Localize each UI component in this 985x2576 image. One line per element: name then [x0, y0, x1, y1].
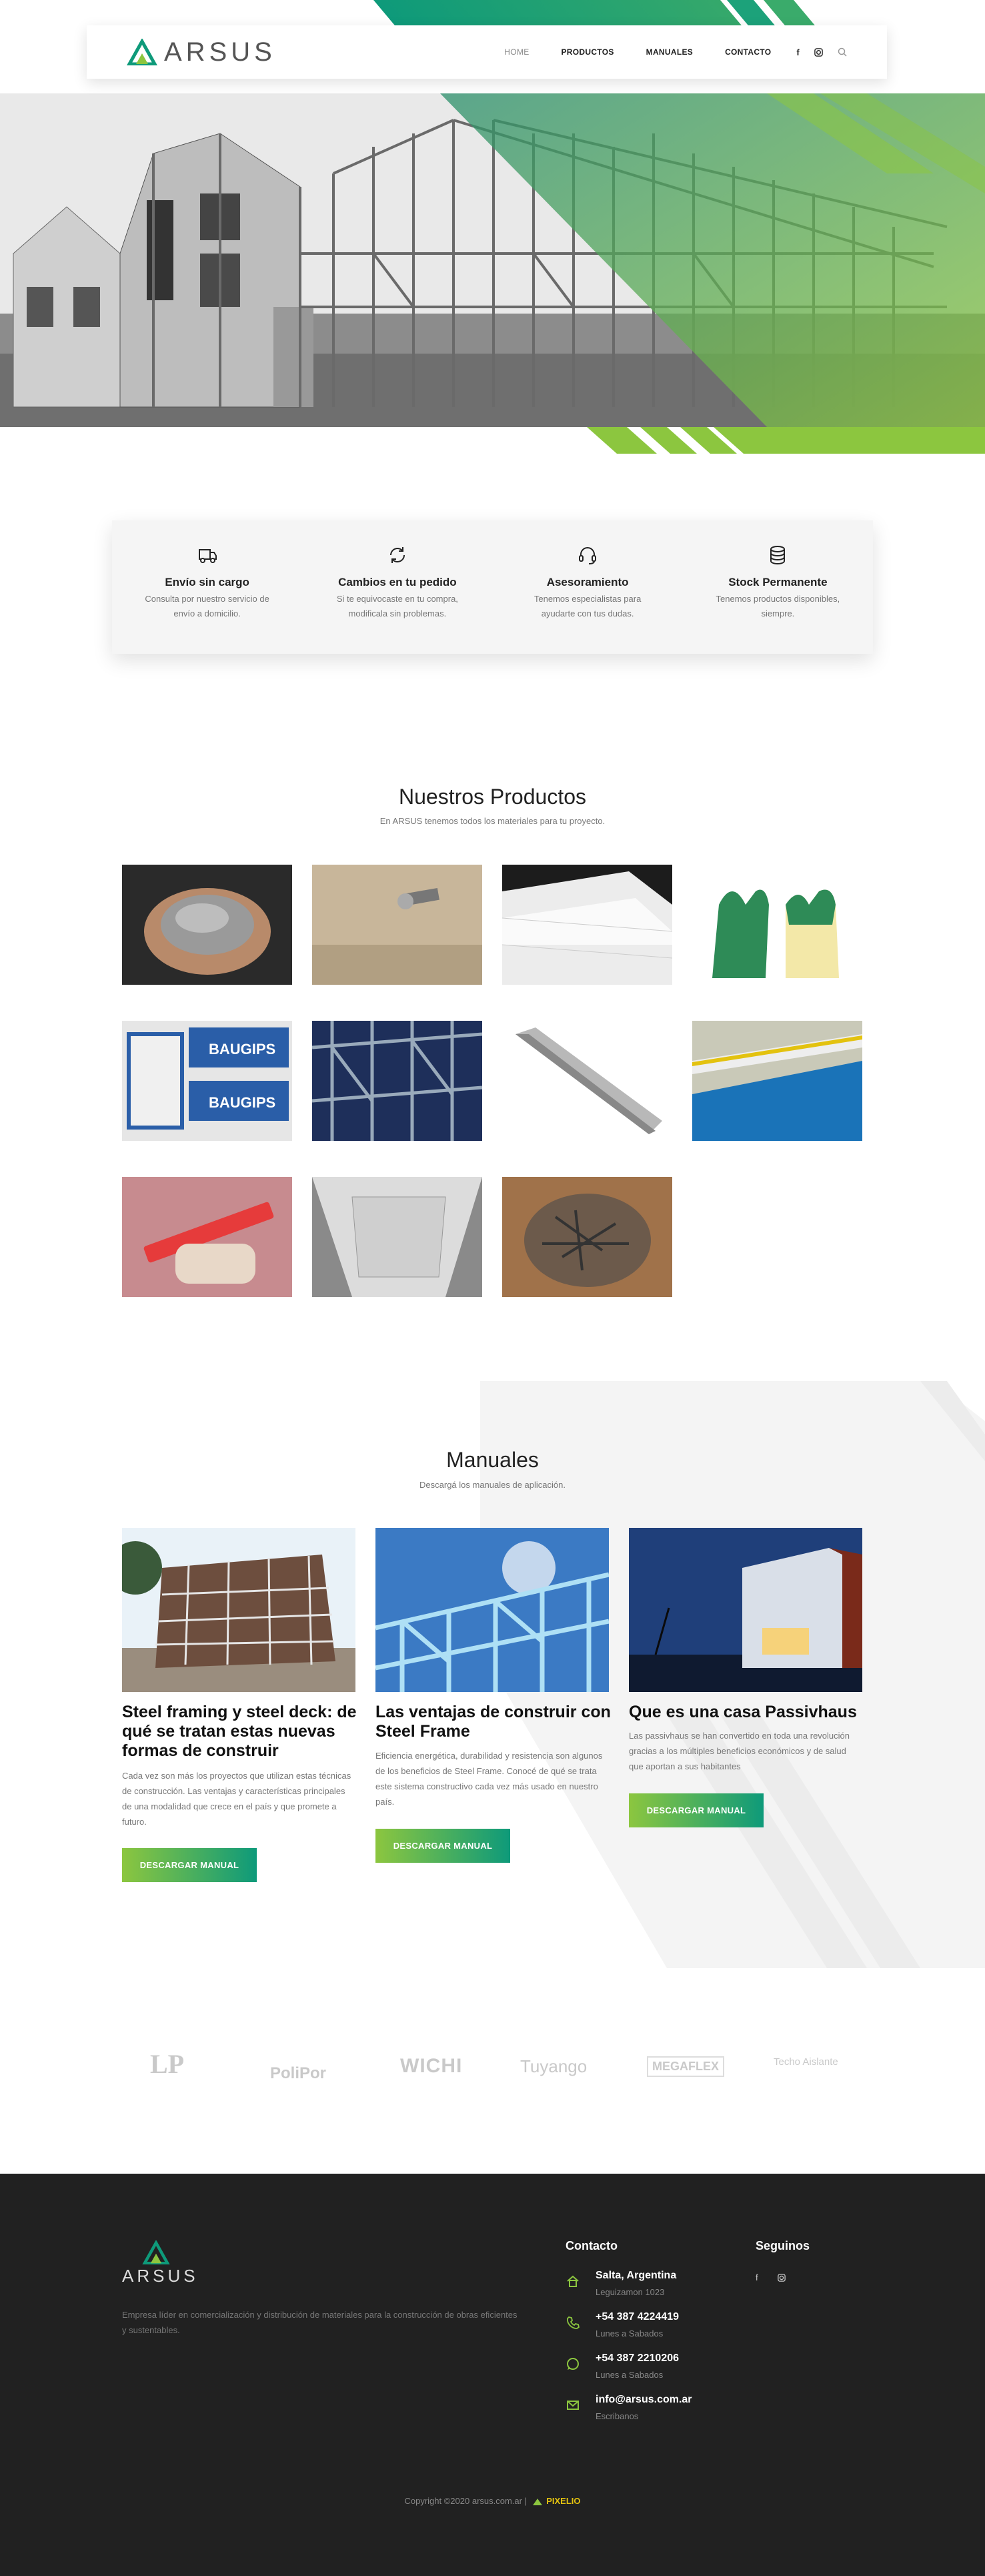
database-icon	[767, 544, 788, 566]
contact-title[interactable]: +54 387 2210206	[596, 2352, 680, 2364]
home-icon	[566, 2274, 580, 2288]
product-tile[interactable]	[312, 1177, 482, 1297]
brand-logo: LP	[150, 2049, 185, 2079]
mail-icon	[566, 2398, 580, 2413]
copyright-text: Copyright ©2020 arsus.com.ar |	[404, 2496, 527, 2506]
feature-text: Consulta por nuestro servicio de envío a domicilio.	[145, 594, 269, 618]
contact-sub: Lunes a Sabados	[596, 2370, 664, 2380]
brand-logo: PoliPor	[270, 2064, 327, 2082]
feature-text: Tenemos especialistas para ayudarte con tus dudas.	[534, 594, 642, 618]
feature-asesoramiento	[493, 520, 683, 654]
download-manual-button[interactable]: DESCARGAR MANUAL	[629, 1793, 764, 1827]
feature-text: Si te equivocaste en tu compra, modificala sin problemas.	[336, 594, 458, 618]
product-tile[interactable]	[312, 865, 482, 985]
feature-title: Cambios en tu pedido	[338, 576, 457, 588]
product-tile[interactable]	[122, 1021, 292, 1141]
follow-heading: Seguinos	[756, 2239, 810, 2252]
manual-image[interactable]	[122, 1528, 355, 1692]
manuals-title: Manuales	[446, 1448, 539, 1472]
search-icon[interactable]	[838, 47, 847, 57]
download-manual-button[interactable]: DESCARGAR MANUAL	[375, 1829, 510, 1863]
manual-title[interactable]: Que es una casa Passivhaus	[629, 1703, 857, 1721]
nav-contacto[interactable]: CONTACTO	[725, 47, 772, 57]
facebook-icon[interactable]: f	[796, 47, 800, 57]
contact-sub: Lunes a Sabados	[596, 2328, 664, 2338]
phone-icon	[566, 2315, 580, 2330]
manual-text: Eficiencia energética, durabilidad y resistencia son algunos de los beneficios de Steel Frame. Conocé de qué se trata este sistema constructivo cada vez más usado en nuestro país.	[375, 1751, 603, 1807]
product-tile[interactable]	[122, 1177, 292, 1297]
svg-text:BAUGIPS: BAUGIPS	[209, 1094, 276, 1111]
logo-text: ARSUS	[164, 37, 276, 67]
manual-title[interactable]: Steel framing y steel deck: de qué se tratan estas nuevas formas de construir	[122, 1703, 357, 1760]
manual-image[interactable]	[629, 1528, 862, 1692]
hero-image	[0, 93, 985, 427]
manuals-subtitle: Descargá los manuales de aplicación.	[419, 1480, 566, 1490]
feature-text: Tenemos productos disponibles, siempre.	[716, 594, 840, 618]
product-tile[interactable]	[502, 865, 672, 985]
feature-cambios	[302, 520, 492, 654]
product-tile[interactable]	[312, 1021, 482, 1141]
nav-manuales[interactable]: MANUALES	[646, 47, 694, 57]
refresh-icon	[387, 544, 408, 566]
manual-text: Cada vez son más los proyectos que utilizan estas técnicas de construcción. Las ventajas y características principales de una modalidad que crece en el país y que promete a futuro.	[122, 1771, 351, 1827]
top-stripe	[373, 0, 743, 27]
whatsapp-icon	[566, 2356, 580, 2371]
manual-image[interactable]	[375, 1528, 609, 1692]
nav-home[interactable]: HOME	[504, 47, 530, 57]
product-tile[interactable]	[502, 1177, 672, 1297]
product-tile[interactable]	[122, 865, 292, 985]
feature-title: Stock Permanente	[728, 576, 828, 588]
feature-title: Envío sin cargo	[165, 576, 249, 588]
contact-heading: Contacto	[566, 2239, 618, 2252]
credit-link[interactable]: PIXELIO	[546, 2496, 581, 2506]
pixelio-logo-icon	[532, 2498, 543, 2506]
product-tile[interactable]	[692, 1021, 862, 1141]
manual-title[interactable]: Las ventajas de construir con Steel Frame	[375, 1703, 611, 1741]
brand-logo: WICHI	[400, 2055, 463, 2077]
brand-logo: Tuyango	[520, 2056, 588, 2076]
copyright-line	[0, 2496, 985, 2506]
product-tile[interactable]	[502, 1021, 672, 1141]
feature-envio	[112, 520, 302, 654]
instagram-icon[interactable]	[814, 48, 823, 57]
feature-title: Asesoramiento	[546, 576, 629, 588]
contact-sub: Leguizamon 1023	[596, 2287, 665, 2297]
brand-logo: Techo Aislante	[774, 2056, 838, 2068]
site-footer	[0, 2174, 985, 2576]
footer-description: Empresa líder en comercialización y distribución de materiales para la construcción de obras eficientes y sustentables.	[122, 2310, 518, 2335]
arsus-logo-icon	[127, 39, 157, 65]
products-title: Nuestros Productos	[398, 785, 586, 809]
svg-text:BAUGIPS: BAUGIPS	[209, 1041, 276, 1057]
instagram-icon[interactable]	[778, 2274, 786, 2282]
contact-sub: Escribanos	[596, 2411, 639, 2421]
arsus-logo-icon	[141, 2240, 171, 2264]
download-manual-button[interactable]: DESCARGAR MANUAL	[122, 1848, 257, 1882]
main-nav	[504, 47, 847, 57]
product-tile[interactable]	[692, 865, 862, 985]
truck-icon	[197, 544, 218, 566]
contact-title[interactable]: info@arsus.com.ar	[596, 2394, 692, 2405]
nav-productos[interactable]: PRODUCTOS	[561, 47, 614, 57]
site-header	[87, 25, 887, 79]
construction-illustration	[0, 93, 985, 427]
contact-title[interactable]: +54 387 4224419	[596, 2311, 680, 2322]
feature-stock	[683, 520, 873, 654]
nav-icons	[796, 47, 847, 57]
logo[interactable]	[127, 37, 276, 67]
brand-logo: MEGAFLEX	[647, 2056, 724, 2077]
contact-title: Salta, Argentina	[596, 2270, 677, 2281]
facebook-icon[interactable]: f	[756, 2272, 758, 2282]
headset-icon	[577, 544, 598, 566]
features-box	[112, 520, 873, 654]
footer-logo-text[interactable]: ARSUS	[122, 2266, 199, 2286]
products-subtitle: En ARSUS tenemos todos los materiales para tu proyecto.	[379, 816, 606, 826]
manual-text: Las passivhaus se han convertido en toda una revolución gracias a los múltiples beneficios económicos y de salud que aportan a sus habitantes	[629, 1731, 850, 1771]
